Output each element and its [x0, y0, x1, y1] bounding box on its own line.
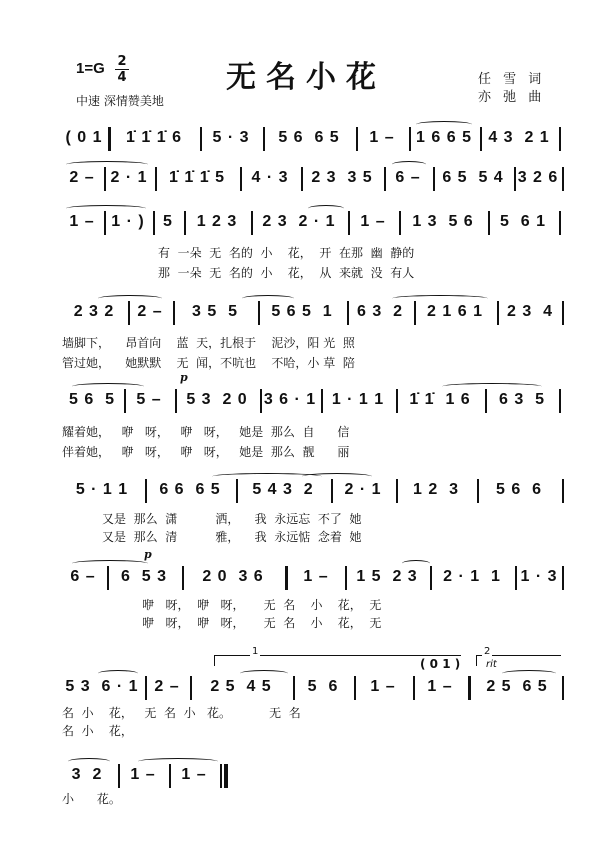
dynamic-piano: p: [180, 371, 188, 384]
system-4: [62, 301, 562, 329]
bar: 5 4 3 2: [252, 481, 314, 498]
meter-top: 2: [117, 54, 127, 69]
bar: 1 –: [427, 678, 453, 695]
lyrics-verse1-line1: 有 一朵 无 名的 小 花， 开 在那 幽 静的: [158, 246, 415, 260]
system-6: [62, 479, 562, 507]
bar: 6 –: [395, 169, 421, 186]
bar: 5: [163, 213, 173, 230]
bar: 5 6 6: [495, 481, 543, 498]
composer: 亦 弛 曲: [478, 90, 546, 105]
lyricist: 任 雪 词: [478, 72, 546, 87]
bar: 5 6: [307, 678, 339, 695]
bar: 2 · 1 1: [443, 568, 501, 585]
system-1: [62, 127, 562, 155]
bar: 2 –: [154, 678, 180, 695]
meter-bottom: 4: [117, 70, 127, 85]
lyrics-verse1-line3: 耀着她， 咿 呀， 咿 呀， 她是 那么 自 信: [62, 425, 350, 439]
bar: 5 6 5 1: [271, 303, 333, 320]
bar: 2 3 2: [73, 303, 115, 320]
bar: 1 –: [360, 213, 386, 230]
bar: 6 5 5 4: [442, 169, 504, 186]
bar: 5 · 1 1: [75, 481, 129, 498]
bar: 6 3 5: [498, 391, 546, 408]
bar: 1̇ 1̇ 1̇ 6: [126, 129, 182, 146]
bar: 3 5 5: [191, 303, 239, 320]
bar: 1 –: [181, 766, 207, 783]
bar: 2 3 3 5: [311, 169, 373, 186]
lyrics-final: 小 花。: [62, 792, 121, 806]
bar: 3 2 6: [517, 169, 559, 186]
system-5: [62, 371, 562, 417]
bar: 4 3 2 1: [488, 129, 550, 146]
lyrics-verse2-line3: 伴着她， 咿 呀， 咿 呀， 她是 那么 靓 丽: [62, 445, 350, 459]
bar: 5 · 3: [212, 129, 250, 146]
bar: ( 0 1: [65, 129, 103, 146]
bar: 1̇ 1̇ 1̇ 5: [169, 169, 225, 186]
bar: 1 5 2 3: [356, 568, 418, 585]
system-2: [62, 167, 562, 195]
bar: 2 · 1: [110, 169, 148, 186]
time-signature: [113, 55, 131, 84]
bar: 1 2 3: [412, 481, 460, 498]
system-3: [62, 211, 562, 239]
lyrics-verse1-line6: 名 小 花， 无 名 小 花。 无 名: [62, 706, 301, 720]
bar: 5 3 2 0: [186, 391, 248, 408]
bar: 5 –: [136, 391, 162, 408]
lyrics-verse2-line5: 咿 呀， 咿 呀， 无 名 小 花， 无: [142, 616, 382, 630]
bar: 3 6 · 1: [263, 391, 317, 408]
key-signature: 1=G: [76, 60, 105, 77]
bar: 1̇ 1̇ 1 6: [409, 391, 471, 408]
lyrics-verse2-line6: 名 小 花，: [62, 724, 133, 738]
bar: 1 6 6 5: [416, 129, 472, 146]
song-title: 无名小花: [226, 60, 386, 95]
bar: 1 · ): [111, 213, 145, 230]
volta-1-number: 1: [252, 646, 259, 657]
bar: 6 6 6 5: [159, 481, 221, 498]
bar: 1 · 1 1: [331, 391, 385, 408]
system-8: [62, 676, 562, 704]
bar: 1 –: [303, 568, 329, 585]
volta-2-number: 2: [484, 646, 491, 657]
bar: 1 –: [69, 213, 95, 230]
bar: 2 3 4: [506, 303, 554, 320]
bar: 2 0 3 6: [202, 568, 264, 585]
bar: 5 6 1: [499, 213, 547, 230]
lyrics-verse1-line2: 墙脚下， 昂首向 蓝 天，扎根于 泥沙，阳 光 照: [62, 336, 355, 350]
bar: 1 · 3: [520, 568, 558, 585]
bar: 3 2: [71, 766, 103, 783]
bar: 1 –: [130, 766, 156, 783]
bar: 1 –: [369, 129, 395, 146]
bar: 6 3 2: [356, 303, 404, 320]
bar: 2 5 6 5: [486, 678, 548, 695]
bar: 6 5 3: [120, 568, 168, 585]
bar: 5 6 5: [68, 391, 116, 408]
dynamic-piano-2: p: [144, 548, 152, 561]
bar: 2 1 6 1: [427, 303, 483, 320]
lyrics-verse1-line5: 咿 呀， 咿 呀， 无 名 小 花， 无: [142, 598, 382, 612]
lyrics-verse2-line1: 那 一朵 无 名的 小 花， 从 来就 没 有人: [158, 266, 415, 280]
lyrics-verse2-line2: 管过她， 她默默 无 闻，不吭也 不哈，小 草 陪: [62, 356, 355, 370]
bar: 1 2 3: [196, 213, 238, 230]
bar: 2 5 4 5: [210, 678, 272, 695]
bar: 5 6 6 5: [278, 129, 340, 146]
lyrics-verse1-line4: 又是 那么 潇 洒， 我 永远忘 不了 她: [102, 512, 362, 526]
bar: 5 3 6 · 1: [65, 678, 139, 695]
bar: 6 –: [70, 568, 96, 585]
bar: 2 3 2 · 1: [262, 213, 336, 230]
rit-marking: rit: [486, 659, 497, 670]
bar: 1 –: [370, 678, 396, 695]
bar: 2 · 1: [344, 481, 382, 498]
bar: 2 –: [69, 169, 95, 186]
system-7: [62, 548, 562, 594]
bar: 4 · 3: [251, 169, 289, 186]
volta-1-note: ( 0 1 ): [420, 657, 461, 671]
bar: 2 –: [137, 303, 163, 320]
bar: 1 3 5 6: [412, 213, 474, 230]
tempo-marking: 中速 深情赞美地: [76, 94, 164, 108]
lyrics-verse2-line4: 又是 那么 清 雅， 我 永远惦 念着 她: [102, 530, 362, 544]
system-9: [62, 764, 562, 792]
